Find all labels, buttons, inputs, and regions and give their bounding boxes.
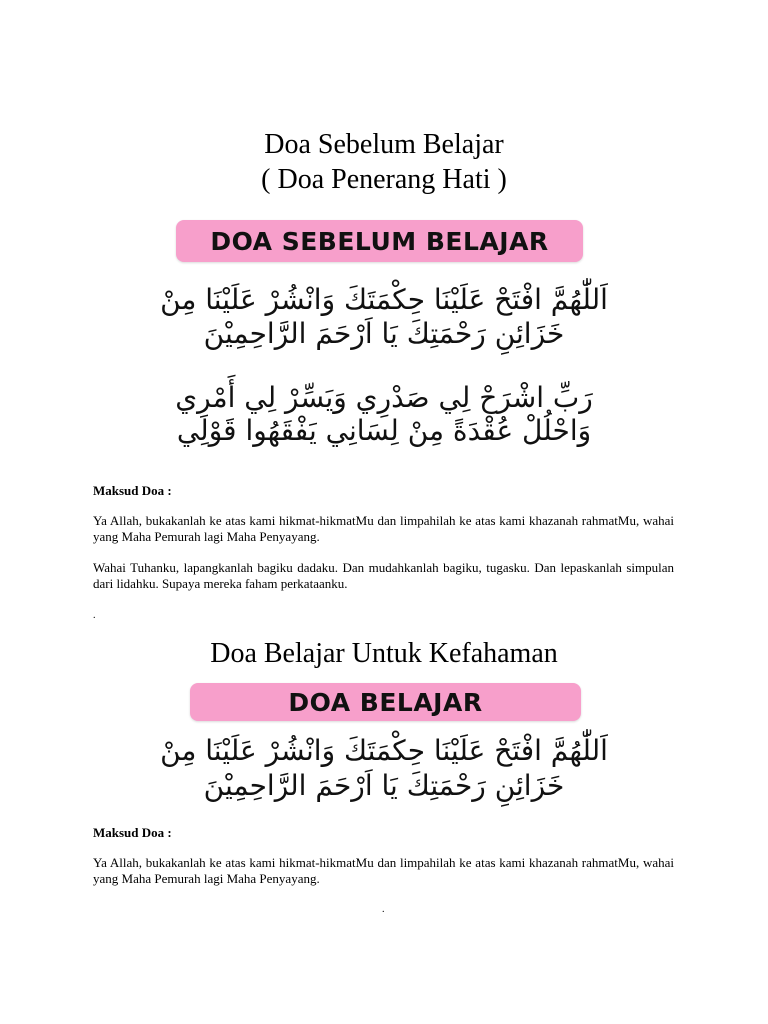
section2-arabic-line2: خَزَائِنِ رَحْمَتِكَ يَا اَرْحَمَ الرَّاحِمِيْنَ	[203, 769, 565, 802]
section1-arabic-line3: رَبِّ اشْرَحْ لِي صَدْرِي وَيَسِّرْ لِي أَمْرِي	[175, 381, 593, 414]
section2-banner-label: DOA BELAJAR	[288, 687, 483, 717]
section1-banner-label: DOA SEBELUM BELAJAR	[210, 226, 549, 256]
section1-maksud-label: Maksud Doa :	[93, 483, 172, 498]
section2-paragraph: Ya Allah, bukakanlah ke atas kami hikmat-hikmatMu dan limpahilah ke atas kami khazanah rahmatMu, wahai yang Maha Pemurah lagi Maha Penyayang.	[93, 855, 674, 886]
section1-title-line1: Doa Sebelum Belajar	[264, 129, 504, 160]
section1-paragraph-1: Ya Allah, bukakanlah ke atas kami hikmat-hikmatMu dan limpahilah ke atas kami khazanah rahmatMu, wahai yang Maha Pemurah lagi Maha Penyayang.	[93, 513, 674, 544]
section1-title-line2: ( Doa Penerang Hati )	[261, 164, 507, 195]
section2-banner	[190, 683, 581, 721]
section1-banner	[176, 220, 583, 262]
section1-arabic-line1: اَللّٰهُمَّ افْتَحْ عَلَيْنَا حِكْمَتَكَ وَانْشُرْ عَلَيْنَا مِنْ	[160, 283, 608, 316]
section1-arabic-line4: وَاحْلُلْ عُقْدَةً مِنْ لِسَانِي يَفْقَهُوا قَوْلِي	[176, 414, 592, 447]
section1-paragraph-2: Wahai Tuhanku, lapangkanlah bagiku dadaku. Dan mudahkanlah bagiku, tugasku. Dan lepaskanlah simpulan dari lidahku. Supaya mereka faham perkataanku.	[93, 560, 674, 591]
section2-arabic-line1: اَللّٰهُمَّ افْتَحْ عَلَيْنَا حِكْمَتَكَ وَانْشُرْ عَلَيْنَا مِنْ	[160, 734, 608, 767]
section1-dot: .	[93, 610, 96, 621]
section2-title: Doa Belajar Untuk Kefahaman	[210, 638, 558, 669]
section2-maksud-label: Maksud Doa :	[93, 825, 172, 840]
section1-arabic-line2: خَزَائِنِ رَحْمَتِكَ يَا اَرْحَمَ الرَّاحِمِيْنَ	[203, 317, 565, 350]
section2-dot: .	[382, 904, 385, 915]
